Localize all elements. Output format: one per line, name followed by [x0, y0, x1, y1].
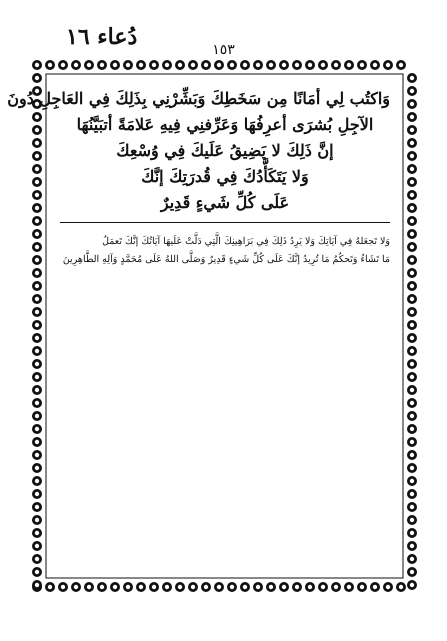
border-ornament	[407, 424, 417, 434]
border-ornament	[253, 60, 263, 70]
border-ornament	[32, 580, 42, 590]
border-ornament	[32, 502, 42, 512]
border-ornament	[383, 582, 393, 592]
border-ornament	[201, 582, 211, 592]
border-ornament	[32, 515, 42, 525]
border-ornament	[383, 60, 393, 70]
border-ornament	[253, 582, 263, 592]
border-ornament	[136, 582, 146, 592]
border-ornament	[32, 411, 42, 421]
border-ornament	[407, 190, 417, 200]
border-ornament	[266, 582, 276, 592]
border-ornament	[407, 255, 417, 265]
border-ornament	[32, 164, 42, 174]
border-ornament	[32, 112, 42, 122]
border-ornament	[370, 582, 380, 592]
border-ornament	[162, 582, 172, 592]
border-ornament	[407, 73, 417, 83]
border-ornament	[32, 281, 42, 291]
border-ornament	[32, 268, 42, 278]
border-ornament	[32, 489, 42, 499]
border-ornament	[45, 60, 55, 70]
border-ornament	[149, 582, 159, 592]
border-ornament	[32, 346, 42, 356]
border-ornament	[407, 359, 417, 369]
border-ornament	[32, 463, 42, 473]
border-ornament	[407, 99, 417, 109]
border-ornament	[71, 60, 81, 70]
border-ornament	[407, 580, 417, 590]
border-ornament	[407, 86, 417, 96]
border-ornament	[407, 385, 417, 395]
border-ornament	[407, 177, 417, 187]
border-ornament	[407, 268, 417, 278]
border-ornament	[32, 541, 42, 551]
border-ornament	[32, 333, 42, 343]
border-ornament	[407, 489, 417, 499]
border-ornament	[407, 450, 417, 460]
border-ornament	[370, 60, 380, 70]
border-ornament	[214, 60, 224, 70]
border-ornament	[97, 582, 107, 592]
border-ornament	[407, 554, 417, 564]
supplication-number-label: دُعاء ١٦	[66, 24, 138, 50]
border-ornament	[396, 582, 406, 592]
border-ornament	[58, 60, 68, 70]
border-ornament	[32, 203, 42, 213]
border-ornament	[407, 502, 417, 512]
border-ornament	[407, 372, 417, 382]
border-ornament	[123, 582, 133, 592]
border-ornament	[407, 398, 417, 408]
border-ornament	[240, 582, 250, 592]
border-ornament	[407, 112, 417, 122]
border-ornament	[240, 60, 250, 70]
border-ornament	[136, 60, 146, 70]
border-ornament	[214, 582, 224, 592]
border-ornament	[32, 307, 42, 317]
border-ornament	[407, 528, 417, 538]
border-ornament	[175, 582, 185, 592]
border-ornament	[407, 203, 417, 213]
border-ornament	[32, 567, 42, 577]
border-ornament	[266, 60, 276, 70]
border-ornament	[123, 60, 133, 70]
border-ornament	[32, 151, 42, 161]
border-ornament	[32, 385, 42, 395]
border-ornament	[396, 60, 406, 70]
border-ornament	[32, 125, 42, 135]
page-body	[7, 86, 390, 269]
border-ornament	[32, 554, 42, 564]
border-ornament	[292, 60, 302, 70]
border-ornament	[407, 346, 417, 356]
border-ornament	[32, 255, 42, 265]
border-ornament	[305, 60, 315, 70]
border-ornament	[331, 582, 341, 592]
border-ornament	[201, 60, 211, 70]
border-ornament	[32, 216, 42, 226]
footnote-line: مَا تَشَاءُ وَتَحكُمُ مَا تُرِيدُ إنَّكَ عَلَى كُلِّ شَيءٍ قَدِيرٌ وَصَلَّى اللهُ عَلَى مُحَمَّدٍ وَآلِهِ الطَّاهِرِينَ	[62, 254, 390, 265]
border-ornament	[305, 582, 315, 592]
border-ornament	[407, 242, 417, 252]
border-ornament	[149, 60, 159, 70]
border-ornament	[32, 73, 42, 83]
main-text-line: عَلَى كُلِّ شَيءٍ قَدِيرٌ	[160, 193, 290, 212]
footnote-divider	[60, 222, 390, 223]
border-ornament	[407, 216, 417, 226]
border-ornament	[32, 359, 42, 369]
border-ornament	[407, 151, 417, 161]
border-ornament	[407, 476, 417, 486]
border-ornament	[175, 60, 185, 70]
border-ornament	[318, 60, 328, 70]
main-text-line: وَلا يَتَكَأَّدُكَ فِي قُدرَتِكَ إنَّكَ	[141, 167, 309, 186]
border-ornament	[407, 320, 417, 330]
border-ornament	[32, 294, 42, 304]
border-ornament	[32, 476, 42, 486]
border-ornament	[407, 333, 417, 343]
border-ornament	[407, 541, 417, 551]
border-ornament	[45, 582, 55, 592]
border-ornament	[97, 60, 107, 70]
border-ornament	[162, 60, 172, 70]
border-ornament	[110, 60, 120, 70]
border-ornament	[32, 398, 42, 408]
border-ornament	[58, 582, 68, 592]
border-ornament	[71, 582, 81, 592]
border-ornament	[84, 582, 94, 592]
border-ornament	[32, 320, 42, 330]
border-ornament	[279, 60, 289, 70]
border-ornament	[32, 437, 42, 447]
border-ornament	[407, 307, 417, 317]
border-ornament	[344, 60, 354, 70]
border-ornament	[407, 463, 417, 473]
border-ornament	[32, 424, 42, 434]
border-ornament	[84, 60, 94, 70]
border-ornament	[407, 294, 417, 304]
border-ornament	[32, 528, 42, 538]
border-ornament	[227, 582, 237, 592]
main-text-line: وَاكتُب لِي أمَانًا مِن سَخَطِكَ وَبَشِّرْنِي بِذَلِكَ فِي العَاجِلِ دُونَ	[7, 89, 390, 108]
border-ornament	[32, 242, 42, 252]
border-ornament	[292, 582, 302, 592]
main-text-line: الآجِلِ بُشرَى أعرِفُهَا وَعَرِّفنِي فِيهِ عَلامَةً أتبَيَّنُهَا	[76, 115, 374, 134]
border-ornament	[331, 60, 341, 70]
border-ornament	[32, 229, 42, 239]
border-ornament	[32, 190, 42, 200]
footnote-line: وَلا تَجعَلهُ فِي آيَاتِكَ وَلا يَرِدُ ذَلِكَ فِي بَرَاهِينِكَ الَّتِي دَلَّتْ عَلَيهَا آيَاتُكَ إنَّكَ تَعمَلُ	[102, 236, 390, 247]
border-ornament	[407, 567, 417, 577]
border-ornament	[188, 582, 198, 592]
border-ornament	[407, 515, 417, 525]
border-ornament	[318, 582, 328, 592]
border-ornament	[407, 437, 417, 447]
main-text-line: إنَّ ذَلِكَ لا يَضِيقُ عَلَيكَ فِي وُسْعِكَ	[116, 141, 334, 160]
border-ornament	[407, 411, 417, 421]
border-ornament	[357, 582, 367, 592]
border-ornament	[32, 372, 42, 382]
border-ornament	[32, 177, 42, 187]
border-ornament	[32, 60, 42, 70]
border-ornament	[279, 582, 289, 592]
border-ornament	[227, 60, 237, 70]
border-ornament	[357, 60, 367, 70]
border-ornament	[407, 125, 417, 135]
border-ornament	[32, 138, 42, 148]
border-ornament	[32, 450, 42, 460]
border-ornament	[188, 60, 198, 70]
border-ornament	[407, 229, 417, 239]
border-ornament	[110, 582, 120, 592]
page-number: ١٥٣	[212, 42, 235, 58]
border-ornament	[407, 138, 417, 148]
border-ornament	[344, 582, 354, 592]
border-ornament	[407, 164, 417, 174]
border-ornament	[407, 281, 417, 291]
